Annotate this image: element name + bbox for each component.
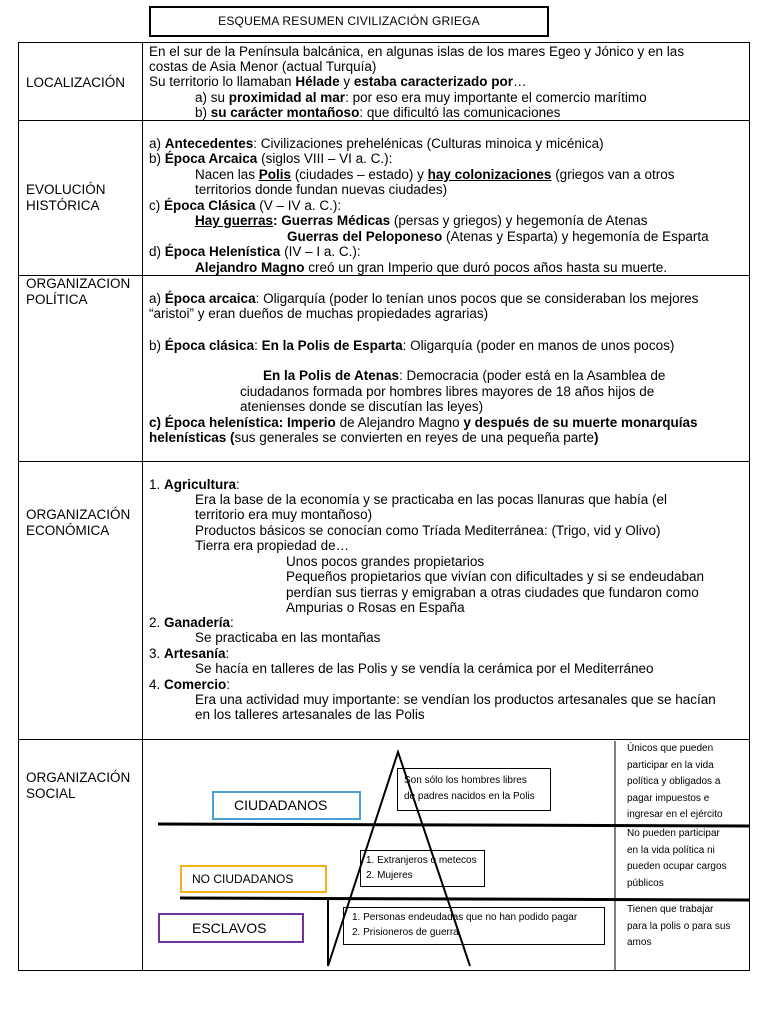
pyramid-middle-note: 1. Extranjeros o metecos 2. Mujeres (360, 850, 485, 887)
esclavos-box: ESCLAVOS (158, 913, 304, 943)
pyramid-top-note: Son sólo los hombres libres de padres nacidos en la Polis (397, 768, 551, 811)
no-ciudadanos-box: NO CIUDADANOS (180, 865, 327, 893)
pyramid-bottom-note: 1. Personas endeudadas que no han podido pagar 2. Prisioneros de guerra (343, 907, 605, 945)
row-label-economica: ORGANIZACIÓN ECONÓMICA (26, 507, 131, 538)
text-line: En el sur de la Península balcánica, en algunas islas de los mares Egeo y Jónico y en las (149, 44, 685, 59)
page-title: ESQUEMA RESUMEN CIVILIZACIÓN GRIEGA (149, 6, 549, 37)
text-line: costas de Asia Menor (actual Turquía) (149, 59, 377, 74)
row-label-politica: ORGANIZACION POLÍTICA (26, 276, 131, 307)
right-note-no-ciudadanos: No pueden participar en la vida política ni pueden ocupar cargos públicos (627, 828, 727, 889)
row-label-social: ORGANIZACIÓN SOCIAL (26, 770, 131, 801)
right-note-ciudadanos: Únicos que pueden participar en la vida política y obligados a pagar impuestos e ingresar en el ejército (627, 743, 723, 820)
row-label-evolucion: EVOLUCIÓN HISTÓRICA (26, 182, 106, 213)
ciudadanos-box: CIUDADANOS (212, 791, 361, 820)
text-line: b) su carácter montañoso: que dificultó las comunicaciones (195, 105, 561, 120)
tier-line-bottom (180, 898, 750, 900)
right-note-esclavos: Tienen que trabajar para la polis o para sus amos (627, 904, 731, 948)
row-label-localizacion: LOCALIZACIÓN (26, 75, 126, 90)
text-line: Su territorio lo llamaban Hélade y estaba caracterizado por… (149, 74, 527, 89)
text-line: a) su proximidad al mar: por eso era muy importante el comercio marítimo (195, 90, 647, 105)
